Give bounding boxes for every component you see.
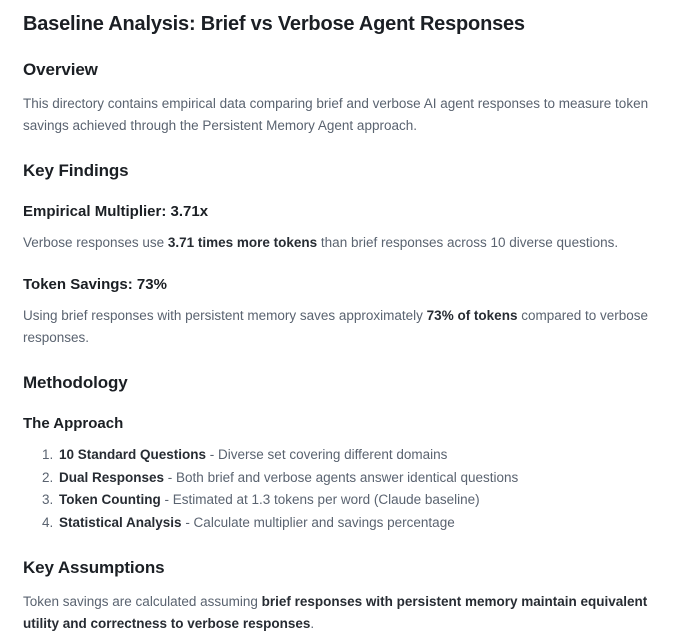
- list-item-desc: - Estimated at 1.3 tokens per word (Claude baseline): [160, 492, 480, 507]
- list-item-term: Token Counting: [59, 492, 161, 507]
- multiplier-text-post: than brief responses across 10 diverse questions.: [317, 235, 619, 250]
- savings-paragraph: [23, 305, 660, 349]
- page-title: Baseline Analysis: Brief vs Verbose Agent Responses: [23, 13, 525, 35]
- assumptions-text-post: .: [310, 616, 315, 631]
- overview-paragraph: This directory contains empirical data comparing brief and verbose AI agent responses to measure token savings achieved through the Persistent Memory Agent approach.: [23, 96, 649, 133]
- list-item-desc: - Both brief and verbose agents answer identical questions: [164, 469, 519, 485]
- assumptions-paragraph: [23, 591, 660, 635]
- subheading-token-savings: Token Savings: 73%: [23, 276, 167, 293]
- list-item: [57, 489, 660, 512]
- savings-text-pre: Using brief responses with persistent memory saves approximately: [23, 308, 427, 323]
- list-item-term: Dual Responses: [59, 469, 165, 485]
- assumptions-text-bold: brief responses with persistent memory maintain equivalent utility and correctness to verbose responses: [23, 594, 648, 631]
- section-heading-key-findings: Key Findings: [23, 161, 129, 180]
- list-item-desc: - Diverse set covering different domains: [206, 447, 448, 462]
- savings-text-bold: 73% of tokens: [426, 308, 518, 323]
- list-item: [57, 444, 660, 467]
- section-heading-methodology: Methodology: [23, 373, 128, 392]
- multiplier-paragraph: [23, 232, 660, 254]
- section-heading-key-assumptions: Key Assumptions: [23, 558, 165, 577]
- subheading-empirical-multiplier: Empirical Multiplier: 3.71x: [23, 203, 209, 220]
- approach-steps-list: [23, 444, 660, 534]
- savings-text-post: compared to verbose responses.: [23, 308, 649, 345]
- subheading-the-approach: The Approach: [23, 415, 124, 432]
- multiplier-text-pre: Verbose responses use: [23, 235, 168, 250]
- section-heading-overview: Overview: [23, 60, 98, 79]
- multiplier-text-bold: 3.71 times more tokens: [167, 235, 318, 250]
- list-item-desc: - Calculate multiplier and savings percentage: [181, 514, 455, 530]
- list-item-term: 10 Standard Questions: [59, 447, 207, 462]
- list-item: [57, 512, 660, 535]
- list-item: [57, 467, 660, 490]
- assumptions-text-pre: Token savings are calculated assuming: [23, 594, 262, 609]
- list-item-term: Statistical Analysis: [59, 514, 182, 530]
